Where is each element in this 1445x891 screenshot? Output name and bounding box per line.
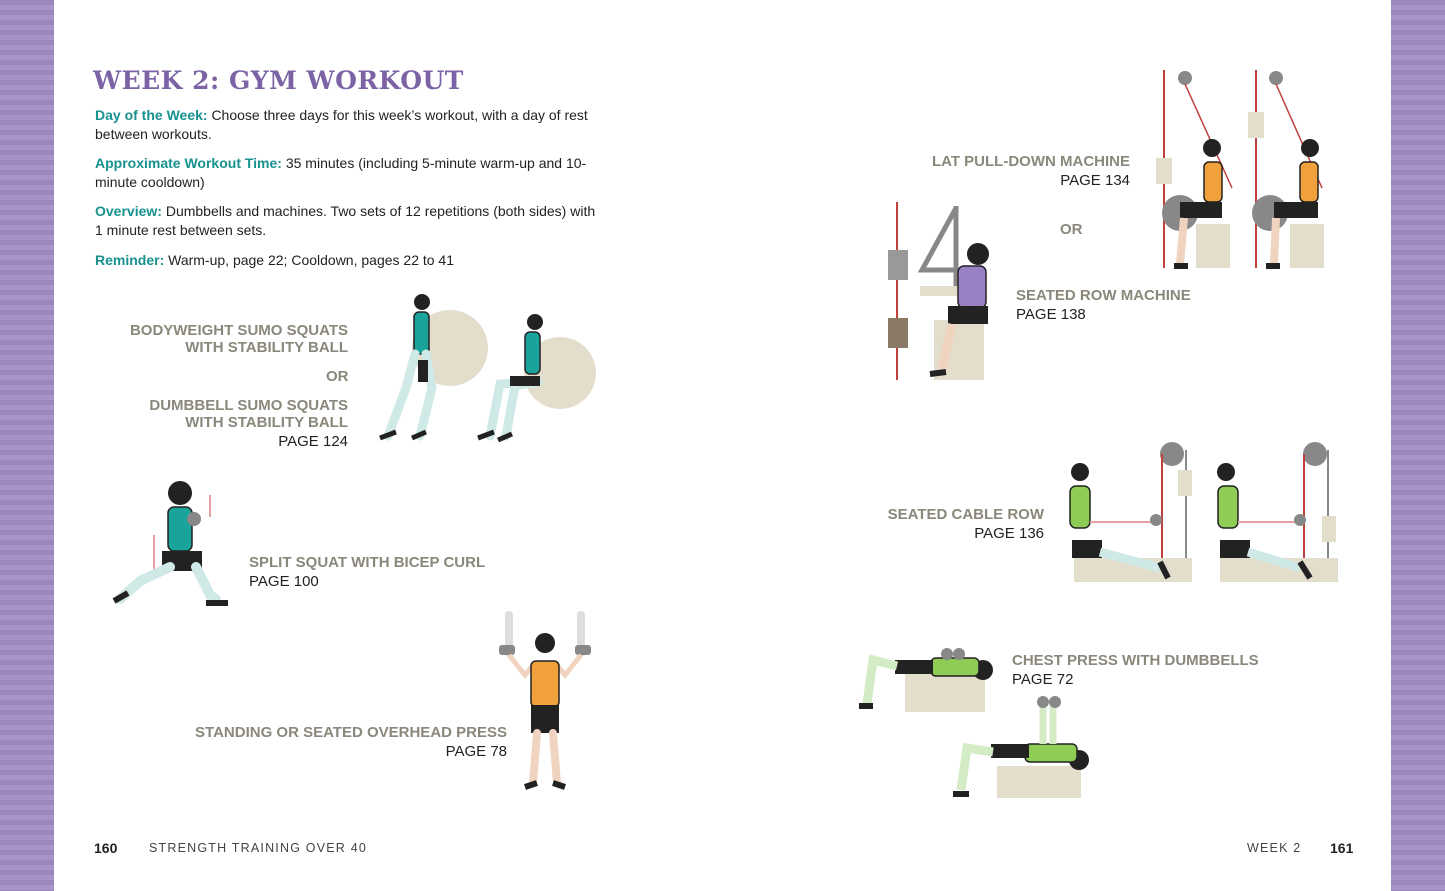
exercise-name: DUMBBELL SUMO SQUATS (149, 397, 348, 414)
exercise-page: PAGE 134 (1060, 172, 1130, 189)
exercise-dumbbell-sumo-squats (149, 397, 348, 450)
exercise-name: SEATED ROW MACHINE (1016, 287, 1191, 304)
or-divider: OR (326, 368, 349, 385)
seated-row-machine-figure-icon (882, 200, 997, 385)
overhead-press-figure-icon (495, 605, 595, 795)
exercise-seated-row-machine (1016, 287, 1191, 323)
exercise-page: PAGE 136 (974, 525, 1044, 542)
exercise-name: STANDING OR SEATED OVERHEAD PRESS (195, 724, 507, 741)
exercise-name: WITH STABILITY BALL (185, 339, 348, 356)
info-label: Overview: (95, 203, 162, 219)
exercise-page: PAGE 78 (445, 743, 507, 760)
page-title: WEEK 2: GYM WORKOUT (93, 66, 464, 95)
exercise-name: WITH STABILITY BALL (185, 414, 348, 431)
info-reminder (95, 251, 600, 270)
or-divider: OR (1060, 221, 1083, 238)
exercise-split-squat (249, 554, 485, 590)
info-text: Warm-up, page 22; Cooldown, pages 22 to 41 (168, 252, 455, 268)
lat-pulldown-figure-icon (1150, 68, 1345, 273)
exercise-page: PAGE 72 (1012, 671, 1074, 688)
exercise-seated-cable-row (888, 506, 1044, 542)
running-head-left: STRENGTH TRAINING OVER 40 (149, 841, 367, 855)
right-edge-stripe (1391, 0, 1445, 891)
exercise-page: PAGE 100 (249, 573, 319, 590)
exercise-name: CHEST PRESS WITH DUMBBELLS (1012, 652, 1259, 669)
exercise-overhead-press (195, 724, 507, 760)
info-text: 35 minutes (including 5-minute warm-up and 10-minute cooldown) (95, 155, 587, 190)
info-label: Approximate Workout Time: (95, 155, 282, 171)
chest-press-figure-icon (855, 640, 1095, 805)
info-overview (95, 202, 600, 240)
split-squat-figure-icon (110, 475, 240, 610)
info-label: Day of the Week: (95, 107, 208, 123)
page-number-right: 161 (1330, 840, 1354, 856)
running-head-right: WEEK 2 (1247, 841, 1302, 855)
exercise-page: PAGE 124 (278, 433, 348, 450)
exercise-page: PAGE 138 (1016, 306, 1086, 323)
info-day-of-week (95, 106, 600, 144)
info-label: Reminder: (95, 252, 165, 268)
left-edge-stripe (0, 0, 54, 891)
exercise-bodyweight-sumo-squats (130, 322, 348, 356)
exercise-lat-pulldown (932, 153, 1130, 189)
info-text: Dumbbells and machines. Two sets of 12 repetitions (both sides) with 1 minute rest between sets. (95, 203, 596, 238)
info-text: Choose three days for this week’s workout, with a day of rest between workouts. (95, 107, 588, 142)
exercise-name: BODYWEIGHT SUMO SQUATS (129, 322, 348, 339)
info-workout-time (95, 154, 600, 192)
exercise-name: SPLIT SQUAT WITH BICEP CURL (249, 554, 486, 571)
exercise-name: SEATED CABLE ROW (887, 506, 1044, 523)
cable-row-figure-icon (1060, 440, 1345, 585)
exercise-name: LAT PULL-DOWN MACHINE (931, 153, 1130, 170)
page-number-left: 160 (94, 840, 118, 856)
squat-figure-icon (360, 288, 600, 453)
